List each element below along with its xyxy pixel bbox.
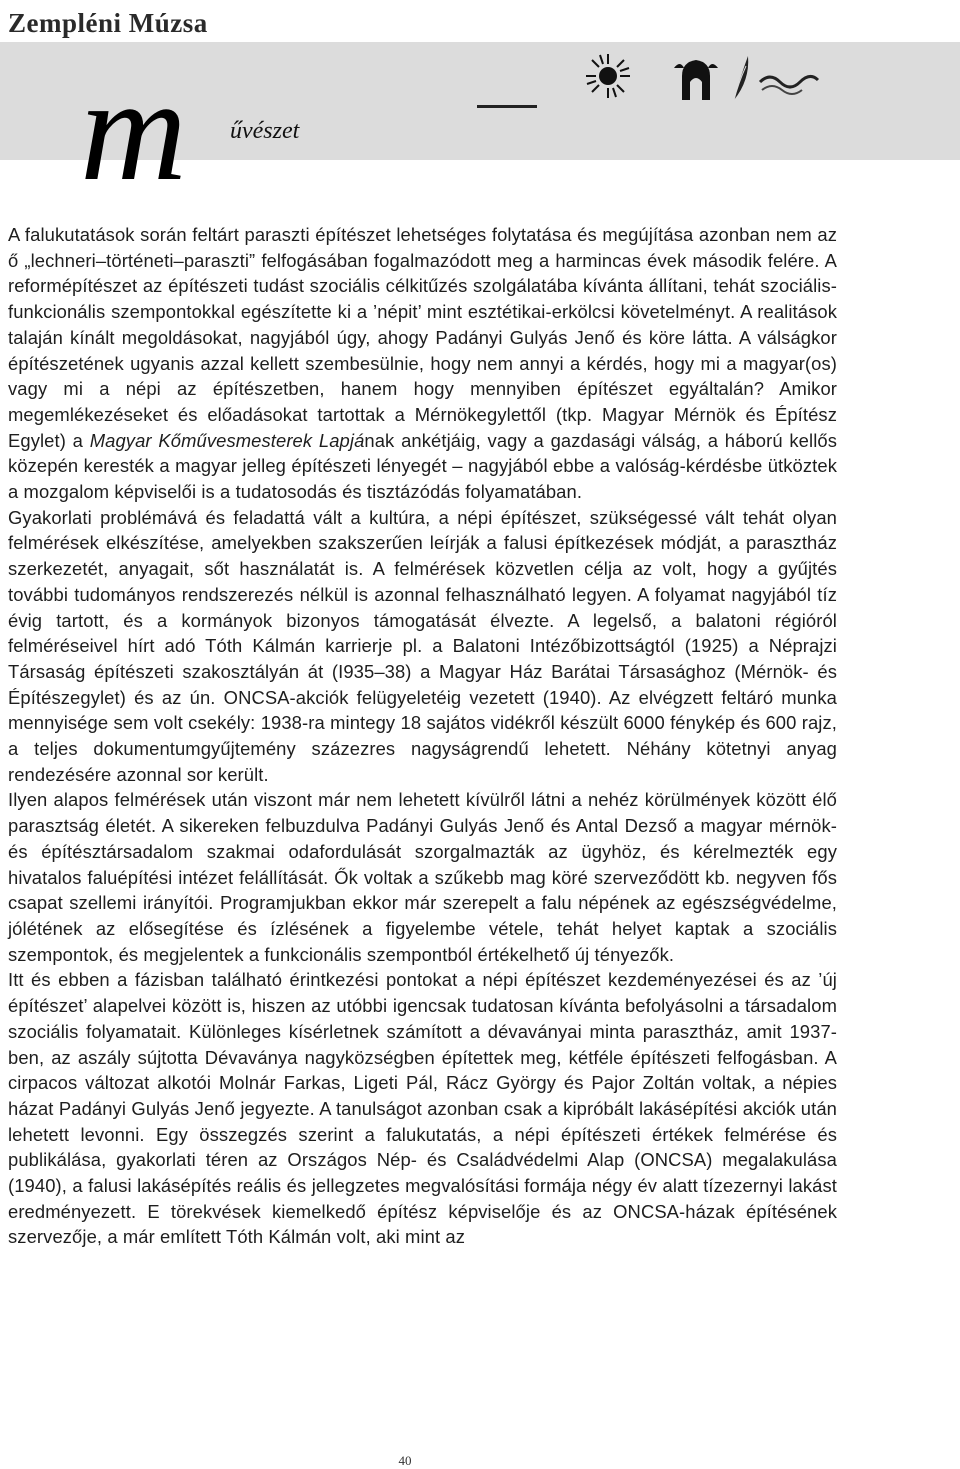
masthead-title: Zempléni Múzsa <box>8 8 208 38</box>
text-run: Itt és ebben a fázisban található érintkezési pontokat a népi építészet kezdeményezései és az ’új építészet’ alapelvei között is, hiszen az utóbbi igencsak tudatosan kívánta befolyásolni a társadalom szociális folyamatait. Különleges kísérletnek számított a dévaványai minta parasztház, amit 1937-ben, az aszály sújtotta Dévaványa nagyközségben építettek meg, kétféle építészeti felfogásban. A cirpacos változat alkotói Molnár Farkas, Ligeti Pál, Rácz György és Pajor Zoltán voltak, a népies házat Padányi Gulyás Jenő jegyezte. A tanulságot azonban csak a kipróbált lakásépítési akciók után lehetett levonni. Egy összegzés szerint a falukutatás, a népi építészeti értékek felmérése és publikálása, gyakorlati téren az Országos Nép- és Családvédelmi Alap (ONCSA) megalakulása (1940), a falusi lakásépítés reális és jellegzetes megvalósítási formája négy év alatt tízezernyi lakást eredményezett. E törekvések kiemelkedő építész képviselője és az ONCSA-házak építésének szervezője, a már említett Tóth Kálmán volt, aki mint az <box>8 969 837 1248</box>
section-initial: m <box>80 48 183 212</box>
article-body <box>8 222 837 1250</box>
article-paragraph <box>8 505 837 788</box>
wave-emblem-icon <box>760 76 818 94</box>
text-run: Gyakorlati problémává és feladattá vált a kultúra, a népi építészet, szükségessé vált tehát olyan felmérések elkészítése, amelyekben szakszerűen leírják a falusi építkezések módját, a parasztház szerkezetét, anyagait, sőt használatát is. A felmérések közvetlen célja az volt, hogy a gyűjtés további tudományos rendszerezés nélkül is azonnal felhasználható legyen. A folyamat nagyjából tíz évig tartott, és a kormányok bizonyos támogatását élvezte. A legelső, a balatoni régióról felméréseivel hírt adó Tóth Kálmán karrierje pl. a Balatoni Intézőbizottságtól (1925) a Néprajzi Társaság építészeti szakosztályán át (I935–38) a Magyar Ház Barátai Társasághoz (Mérnök- és Építészegylet) és az ún. ONCSA-akciók felügyeletéig vezetett (1940). Az elvégzett feltáró munka mennyisége sem volt csekély: 1938-ra mintegy 18 sajátos vidékről készült 6000 fénykép és 600 rajz, a teljes dokumentumgyűjtemény százezres nagyságrendű lehetett. Néhány kötetnyi anyag rendezésére azonnal sor került. <box>8 506 837 785</box>
italic-title-run: Magyar Kőművesmesterek Lapjá <box>89 429 365 451</box>
page-number: 40 <box>398 1453 412 1468</box>
section-title: űvészet <box>230 118 300 144</box>
feather-emblem-icon <box>734 56 748 100</box>
article-paragraph <box>8 967 837 1250</box>
article-paragraph <box>8 787 837 967</box>
header-rule <box>477 105 537 108</box>
text-run: Ilyen alapos felmérések után viszont már nem lehetett kívülről látni a nehéz körülmények között élő parasztság életét. A sikereken felbuzdulva Padányi Gulyás Jenő és Antal Dezső a magyar mérnök- és építésztársadalom szakmai odafordulását szorgalmazták az ügyhöz, és kérelmezték egy hivatalos faluépítési intézet felállítását. Ők voltak a szűkebb mag köré szerveződött kb. negyven fős csapat szellemi irányítói. Programjukban ekkor már szerepelt a falu népének az egészségvédelme, jólétének az elősegítése és ízlésének a figyelembe vétele, tehát helyet kaptak a szociális szempontok, és megjelentek a funkcionális szempontból értékelhető új tényezők. <box>8 789 837 965</box>
text-run: A falukutatások során feltárt paraszti építészet lehetséges folytatása és megújítása azonban nem az ő „lechneri–történeti–paraszti” felfogásában fogalmazódott meg a harmincas évek második felére. A reformépítészet az építészeti tudást szociális célkitűzés szolgálatába kívánta állítani, tehát szociális-funkcionális szempontokkal egészítette ki a ’népit’ mint esztétikai-erkölcsi követelményt. A realitások talaján kínált megoldásokat, nagyjából úgy, ahogy Padányi Gulyás Jenő és köre látta. A válságkor építészetének ugyanis azzal kellett szembesülnie, hogy nem annyi a kérdés, hogy mi a magyar(os) vagy mi a népi az építészetben, hanem hogy mennyiben építészet egyáltalán? Amikor megemlékezéseket és előadásokat tartottak a Mérnökegylettől (tkp. Magyar Mérnök és Építész Egylet) a <box>8 224 837 451</box>
text-run: nak ankétjáig, vagy a gazdasági válság, a háború kellős közepén keresték a magyar jelleg építészeti lényegét – nagyjából ebbe a valóság-kérdésbe ütköztek a mozgalom képviselői is a tudatosodás és tisztázódás folyamatában. <box>8 429 838 503</box>
article-paragraph <box>8 222 837 505</box>
header-ornaments <box>580 50 820 106</box>
portal-emblem-icon <box>674 60 718 100</box>
sun-emblem-icon <box>586 54 630 98</box>
